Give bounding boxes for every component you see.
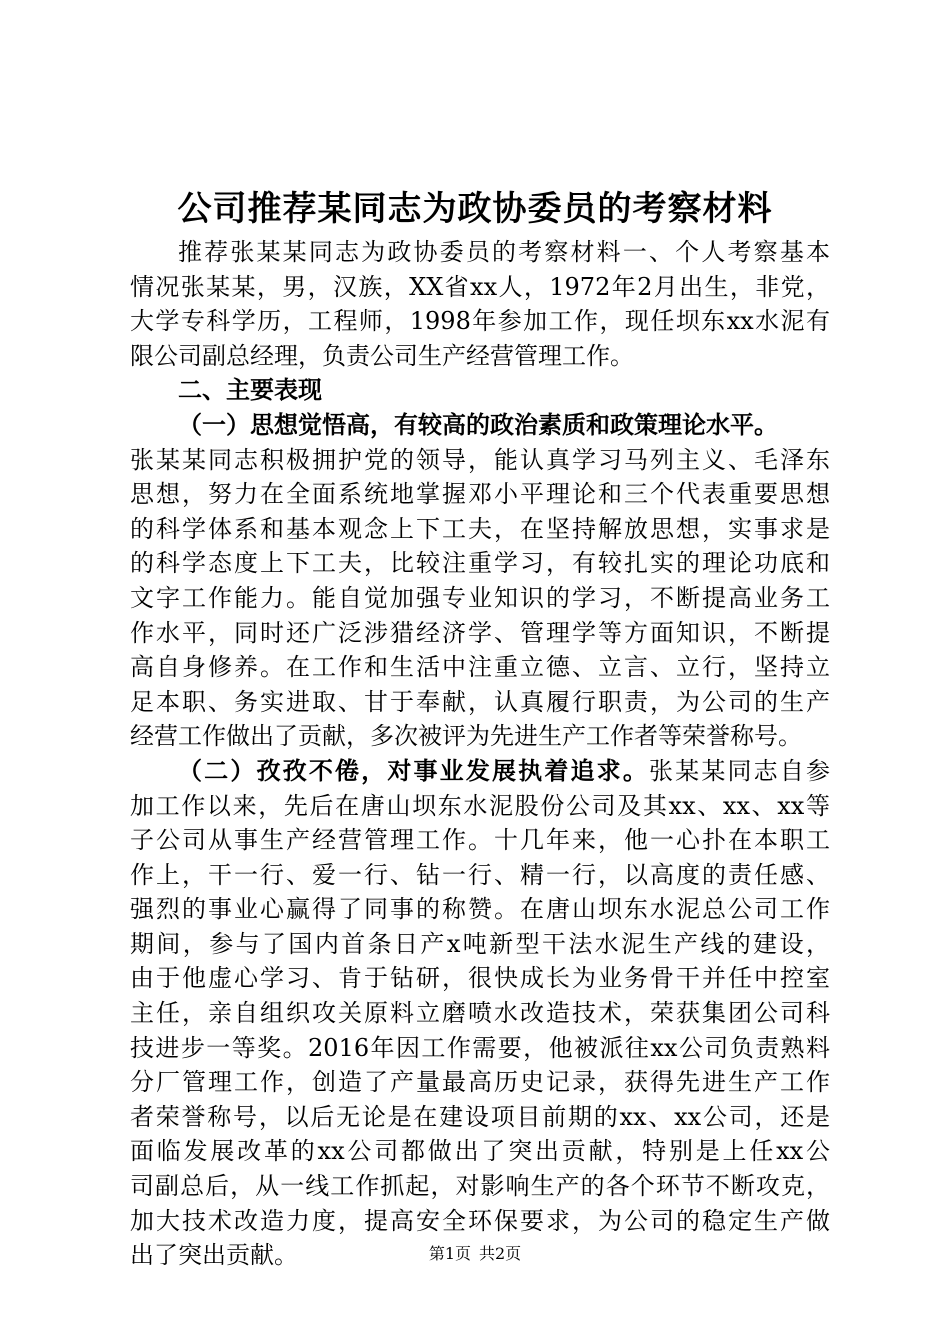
section1-line: 大学专科学历，工程师，1998年参加工作，现任坝东xx水泥有	[130, 307, 830, 336]
para1-line: 经营工作做出了贡献，多次被评为先进生产工作者等荣誉称号。	[130, 722, 802, 751]
para2-heading: （二）孜孜不倦，对事业发展执着追求。	[178, 755, 649, 785]
section1-line: 推荐张某某同志为政协委员的考察材料一、个人考察基本	[178, 238, 830, 266]
para1-line: 作水平，同时还广泛涉猎经济学、管理学等方面知识，不断提	[130, 618, 830, 647]
para1-line: 高自身修养。在工作和生活中注重立德、立言、立行，坚持立	[130, 653, 830, 682]
para2-line: 出了突出贡献。	[130, 1241, 298, 1270]
para2-line: 者荣誉称号，以后无论是在建设项目前期的xx、xx公司，还是	[130, 1102, 830, 1131]
para1-line: 张某某同志积极拥护党的领导，能认真学习马列主义、毛泽东	[130, 445, 830, 474]
para2-line: 由于他虚心学习、肯于钻研，很快成长为业务骨干并任中控室	[130, 964, 830, 993]
para2-first-line-text: 张某某同志自参	[649, 756, 830, 785]
para2-line: 主任，亲自组织攻关原料立磨喷水改造技术，荣获集团公司科	[130, 999, 830, 1028]
para2-line: 作上，干一行、爱一行、钻一行、精一行，以高度的责任感、	[130, 860, 830, 889]
para2-line: 期间，参与了国内首条日产x吨新型干法水泥生产线的建设，	[130, 929, 830, 958]
para1-line: 足本职、务实进取、甘于奉献，认真履行职责，为公司的生产	[130, 687, 830, 716]
para2-line: 分厂管理工作，创造了产量最高历史记录，获得先进生产工作	[130, 1068, 830, 1097]
section1-line: 情况张某某，男，汉族，XX省xx人，1972年2月出生，非党，	[130, 272, 830, 301]
para2-first-line	[130, 754, 830, 789]
para1-line: 文字工作能力。能自觉加强专业知识的学习，不断提高业务工	[130, 583, 830, 612]
section2-heading: 二、主要表现	[178, 375, 322, 405]
page-number: 第1页	[428, 1244, 471, 1263]
para2-line: 子公司从事生产经营管理工作。十几年来，他一心扑在本职工	[130, 826, 830, 855]
para2-line: 技进步一等奖。2016年因工作需要，他被派往xx公司负责熟料	[130, 1033, 830, 1062]
para1-line: 的科学体系和基本观念上下工夫，在坚持解放思想，实事求是	[130, 514, 830, 543]
section1-line: 限公司副总经理，负责公司生产经营管理工作。	[130, 341, 634, 370]
document-title: 公司推荐某同志为政协委员的考察材料	[177, 189, 773, 229]
para2-line: 加大技术改造力度，提高安全环保要求，为公司的稳定生产做	[130, 1206, 830, 1235]
para1-line: 的科学态度上下工夫，比较注重学习，有较扎实的理论功底和	[130, 549, 830, 578]
para2-line: 司副总后，从一线工作抓起，对影响生产的各个环节不断攻克，	[130, 1172, 830, 1201]
para2-line: 加工作以来，先后在唐山坝东水泥股份公司及其xx、xx、xx等	[130, 791, 830, 820]
para2-line: 强烈的事业心赢得了同事的称赞。在唐山坝东水泥总公司工作	[130, 895, 830, 924]
para1-heading: （一）思想觉悟高，有较高的政治素质和政策理论水平。	[178, 409, 778, 439]
para1-line: 思想，努力在全面系统地掌握邓小平理论和三个代表重要思想	[130, 480, 830, 509]
document-body	[130, 235, 830, 1273]
para2-line: 面临发展改革的xx公司都做出了突出贡献，特别是上任xx公	[130, 1137, 830, 1166]
page-total: 共2页	[479, 1244, 522, 1263]
page-footer	[0, 1243, 950, 1265]
